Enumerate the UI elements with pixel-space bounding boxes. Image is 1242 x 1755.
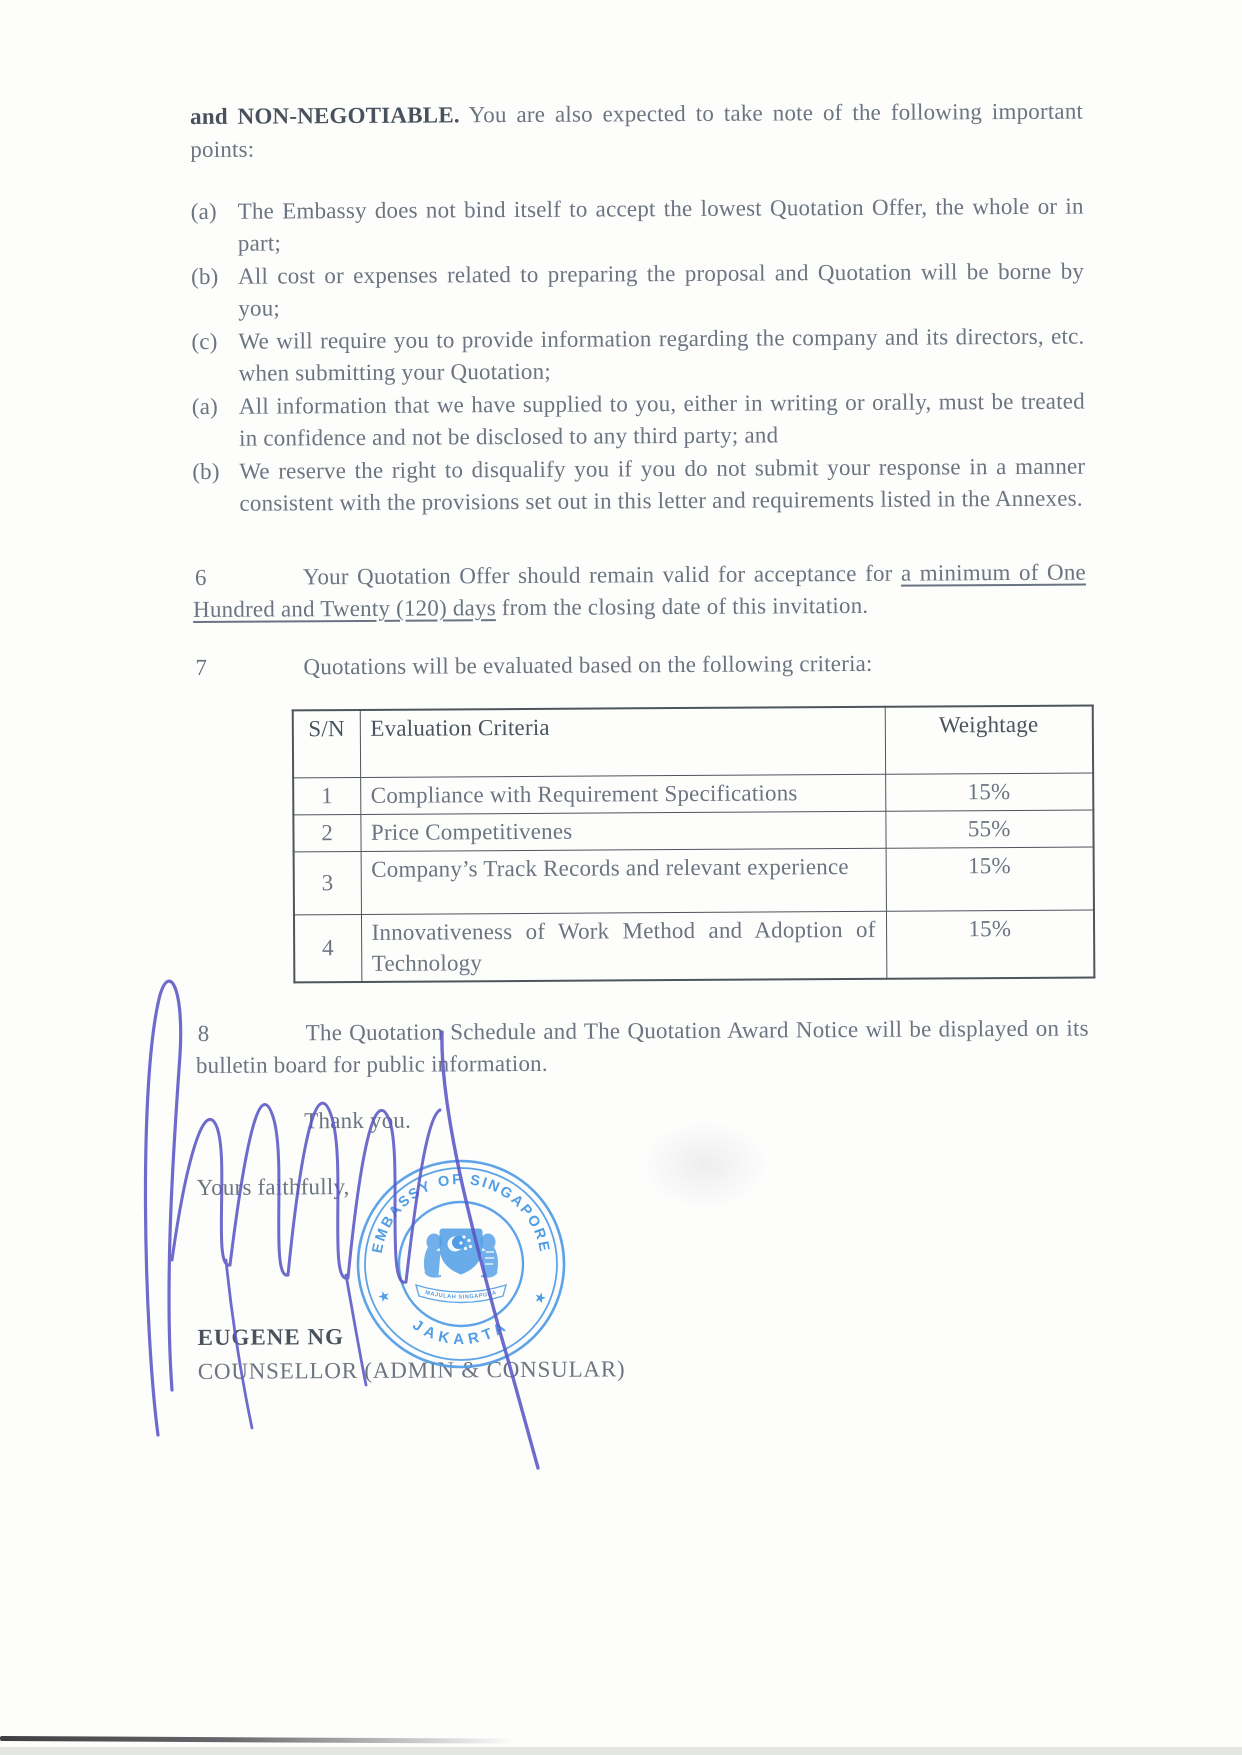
table-header-row bbox=[293, 705, 1093, 777]
stamp-star-left-icon: ★ bbox=[375, 1287, 393, 1307]
table-row bbox=[294, 847, 1094, 915]
cell-sn: 1 bbox=[293, 777, 360, 814]
header-weightage: Weightage bbox=[885, 705, 1093, 774]
list-item bbox=[192, 451, 1085, 520]
signatory-block bbox=[197, 1317, 1090, 1388]
list-item-text: All cost or expenses related to preparing the proposal and Quotation will be borne by you; bbox=[238, 258, 1085, 321]
header-criteria: Evaluation Criteria bbox=[360, 707, 885, 778]
list-item-text: The Embassy does not bind itself to accept the lowest Quotation Offer, the whole or in part; bbox=[237, 193, 1084, 256]
stamp-star-right-icon: ★ bbox=[531, 1288, 549, 1308]
list-item-text: We will require you to provide information regarding the company and its directors, etc. when submitting your Quotation; bbox=[238, 323, 1085, 386]
paragraph-8-text: The Quotation Schedule and The Quotation Award Notice will be displayed on its bulletin board for public information. bbox=[195, 1015, 1089, 1078]
list-item-label: (a) bbox=[191, 393, 219, 419]
cell-sn: 4 bbox=[294, 914, 361, 982]
evaluation-criteria-table bbox=[292, 704, 1096, 983]
scan-smudge-artifact bbox=[640, 1120, 770, 1210]
cell-sn: 3 bbox=[294, 851, 361, 914]
paragraph-7-text: Quotations will be evaluated based on the following criteria: bbox=[303, 650, 873, 680]
stamp-arc-top-text: EMBASSY OF SINGAPORE bbox=[369, 1171, 553, 1255]
stamp-banner-text: MAJULAH SINGAPURA bbox=[424, 1289, 498, 1301]
list-item bbox=[191, 321, 1084, 390]
intro-paragraph bbox=[190, 95, 1083, 166]
paragraph-6-underlined-phrase: a minimum of One Hundred and Twenty (120) days bbox=[193, 559, 1086, 622]
signatory-title: COUNSELLOR (ADMIN & CONSULAR) bbox=[197, 1356, 626, 1384]
list-item bbox=[191, 256, 1084, 325]
cell-criteria: Compliance with Requirement Specifications bbox=[360, 774, 885, 814]
paragraph-6 bbox=[193, 557, 1086, 626]
paragraph-6-lead: Your Quotation Offer should remain valid for acceptance for bbox=[302, 560, 901, 590]
intro-bold-text: and NON-NEGOTIABLE. bbox=[190, 102, 460, 129]
scan-edge-artifact bbox=[0, 1736, 515, 1744]
signatory-name: EUGENE NG bbox=[197, 1324, 345, 1350]
cell-weightage: 15% bbox=[886, 910, 1094, 979]
table-row bbox=[293, 773, 1093, 815]
list-item-text: All information that we have supplied to you, either in writing or orally, must be treated in confidence and not be disclosed to any third party; and bbox=[238, 388, 1085, 451]
scan-bottom-strip bbox=[0, 1747, 1242, 1755]
cell-weightage: 55% bbox=[885, 810, 1093, 848]
cell-criteria: Innovativeness of Work Method and Adoption of Technology bbox=[361, 911, 886, 982]
list-item bbox=[191, 191, 1084, 260]
cell-sn: 2 bbox=[293, 814, 360, 851]
list-item-text: We reserve the right to disqualify you if you do not submit your response in a manner consistent with the provisions set out in this letter and requirements listed in the Annexes. bbox=[239, 453, 1086, 516]
thank-you-line: Thank you. bbox=[304, 1107, 412, 1134]
table-row bbox=[294, 910, 1094, 982]
cell-weightage: 15% bbox=[886, 847, 1094, 911]
paragraph-number: 7 bbox=[195, 654, 208, 680]
intro-rest-text: You are also expected to take note of the following important points: bbox=[190, 98, 1084, 162]
paragraph-6-tail: from the closing date of this invitation. bbox=[495, 592, 869, 621]
paragraph-number: 8 bbox=[197, 1020, 210, 1046]
table-row bbox=[293, 810, 1093, 852]
cell-criteria: Company’s Track Records and relevant experience bbox=[361, 848, 886, 914]
list-item-label: (a) bbox=[190, 198, 217, 224]
list-item bbox=[192, 386, 1085, 455]
conditions-list bbox=[191, 191, 1086, 520]
list-item-label: (b) bbox=[191, 263, 219, 289]
paragraph-number: 6 bbox=[194, 564, 207, 590]
cell-criteria: Price Competitivenes bbox=[360, 811, 885, 851]
paragraph-7 bbox=[193, 647, 1086, 684]
header-sn: S/N bbox=[293, 710, 360, 778]
cell-weightage: 15% bbox=[885, 773, 1093, 811]
list-item-label: (b) bbox=[192, 458, 220, 484]
paragraph-8 bbox=[196, 1013, 1089, 1082]
salutation-line: Yours faithfully, bbox=[196, 1174, 350, 1200]
list-item-label: (c) bbox=[191, 328, 218, 354]
stamp-arc-bottom-text: JAKARTA bbox=[409, 1316, 513, 1349]
